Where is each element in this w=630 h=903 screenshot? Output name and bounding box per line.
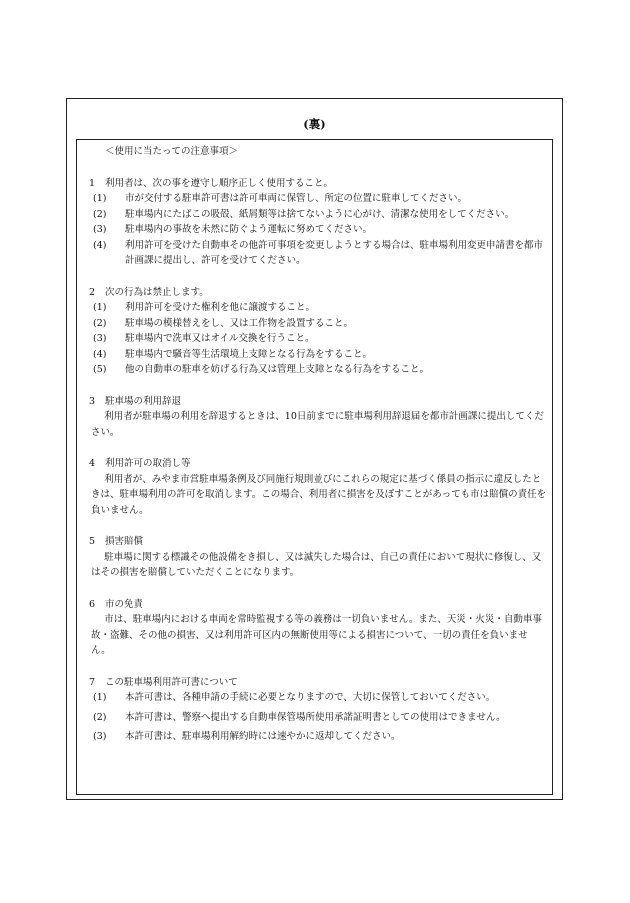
section-title-text: 市の免責 (105, 598, 144, 610)
section-body: 駐車場に関する標識その他設備をき損し、又は滅失した場合は、自己の責任において現状に修復し、又はその損害を賠償していただくことになります。 (91, 551, 542, 578)
item-text: 本許可書は、各種申請の手続に必要となりますので、大切に保管しておいてください。 (125, 692, 496, 703)
section-6 (85, 597, 547, 659)
section-body: 市は、駐車場内における車両を常時監視する等の義務は一切負いません。また、天災・火災・自動車事故・盗難、その他の損害、又は利用許可区内の無断使用等による損害について、一切の責任を負いません。 (91, 614, 542, 656)
section-body: 利用者が駐車場の利用を辞退するときは、10日前までに駐車場利用辞退届を都市計画課に提出してください。 (91, 411, 544, 438)
section-number: 5 (89, 536, 96, 547)
item-text: 本許可書は、駐車場利用解約時には速やかに返却してください。 (125, 731, 401, 742)
page-title: (裏) (303, 117, 326, 131)
item-text: 利用許可を受けた自動車その他許可事項を変更しようとする場合は、駐車場利用変更申請書を都市計画課に提出し、許可を受けてください。 (125, 239, 544, 266)
item-text: 市が交付する駐車許可書は許可車両に保管し、所定の位置に駐車してください。 (125, 193, 468, 204)
item-number: (5) (93, 364, 107, 375)
section-7 (85, 675, 547, 745)
section-title-text: 損害賠償 (105, 536, 144, 547)
list-item (85, 347, 547, 363)
list-item (85, 222, 547, 238)
item-text: 本許可書は、警察へ提出する自動車保管場所使用承諾証明書としての使用はできません。 (125, 711, 506, 723)
section-number: 4 (89, 458, 96, 469)
section-title-text: 利用者は、次の事を遵守し順序正しく使用すること。 (105, 177, 334, 189)
section-title (85, 597, 547, 613)
section-title (85, 285, 547, 301)
list-item (85, 207, 547, 223)
section-title-text: この駐車場利用許可書について (105, 676, 238, 688)
item-text: 駐車場内にたばこの吸殻、紙屑類等は捨てないように心がけ、清潔な使用をしてください。 (125, 208, 515, 220)
item-number: (4) (93, 239, 107, 251)
item-number: (1) (93, 692, 107, 703)
section-4 (85, 456, 547, 518)
item-number: (2) (93, 208, 107, 220)
item-number: (2) (93, 317, 107, 329)
item-text: 駐車場の模様替えをし、又は工作物を設置すること。 (125, 317, 354, 329)
list-item (85, 300, 547, 316)
item-number: (2) (93, 711, 107, 723)
section-title (85, 534, 547, 550)
section-title (85, 675, 547, 691)
item-number: (4) (93, 348, 107, 360)
item-text: 他の自動車の駐車を妨げる行為又は管理上支障となる行為をすること。 (125, 364, 430, 375)
item-text: 駐車場内で洗車又はオイル交換を行うこと。 (125, 333, 315, 344)
section-body: 利用者が、みやま市営駐車場条例及び同施行規則並びにこれらの規定に基づく係員の指示に違反したときは、駐車場利用の許可を取消します。この場合、利用者に損害を及ぼすことがあっても市は賠償の責任を負いません。 (91, 473, 547, 516)
list-item (85, 331, 547, 347)
item-number: (3) (93, 224, 107, 235)
list-item (85, 191, 547, 207)
section-title-text: 利用許可の取消し等 (105, 458, 191, 469)
section-title-text: 次の行為は禁止します。 (105, 286, 209, 298)
section-title (85, 394, 547, 410)
item-text: 利用許可を受けた権利を他に譲渡すること。 (125, 302, 316, 313)
section-number: 1 (89, 177, 96, 189)
list-item (85, 690, 547, 706)
section-5 (85, 534, 547, 581)
section-title-text: 駐車場の利用辞退 (105, 395, 182, 407)
section-title (85, 176, 547, 192)
section-3 (85, 394, 547, 441)
notice-content (85, 144, 547, 749)
section-2 (85, 285, 547, 378)
item-number: (1) (93, 302, 107, 313)
notice-heading: ＜使用に当たっての注意事項＞ (105, 146, 239, 157)
section-title (85, 456, 547, 472)
section-1 (85, 176, 547, 269)
item-number: (3) (93, 333, 107, 344)
list-item (85, 710, 547, 726)
section-number: 7 (89, 676, 96, 688)
item-text: 駐車場内の事故を未然に防ぐよう運転に努めてください。 (125, 224, 373, 235)
section-number: 6 (89, 598, 96, 610)
document-frame (66, 98, 563, 800)
item-number: (3) (93, 731, 107, 742)
list-item (85, 316, 547, 332)
notice-box (76, 139, 553, 795)
section-number: 2 (89, 286, 96, 298)
list-item (85, 362, 547, 378)
list-item (85, 238, 547, 269)
item-number: (1) (93, 193, 107, 204)
list-item (85, 729, 547, 745)
section-number: 3 (89, 395, 96, 407)
item-text: 駐車場内で騒音等生活環境上支障となる行為をすること。 (125, 348, 373, 360)
